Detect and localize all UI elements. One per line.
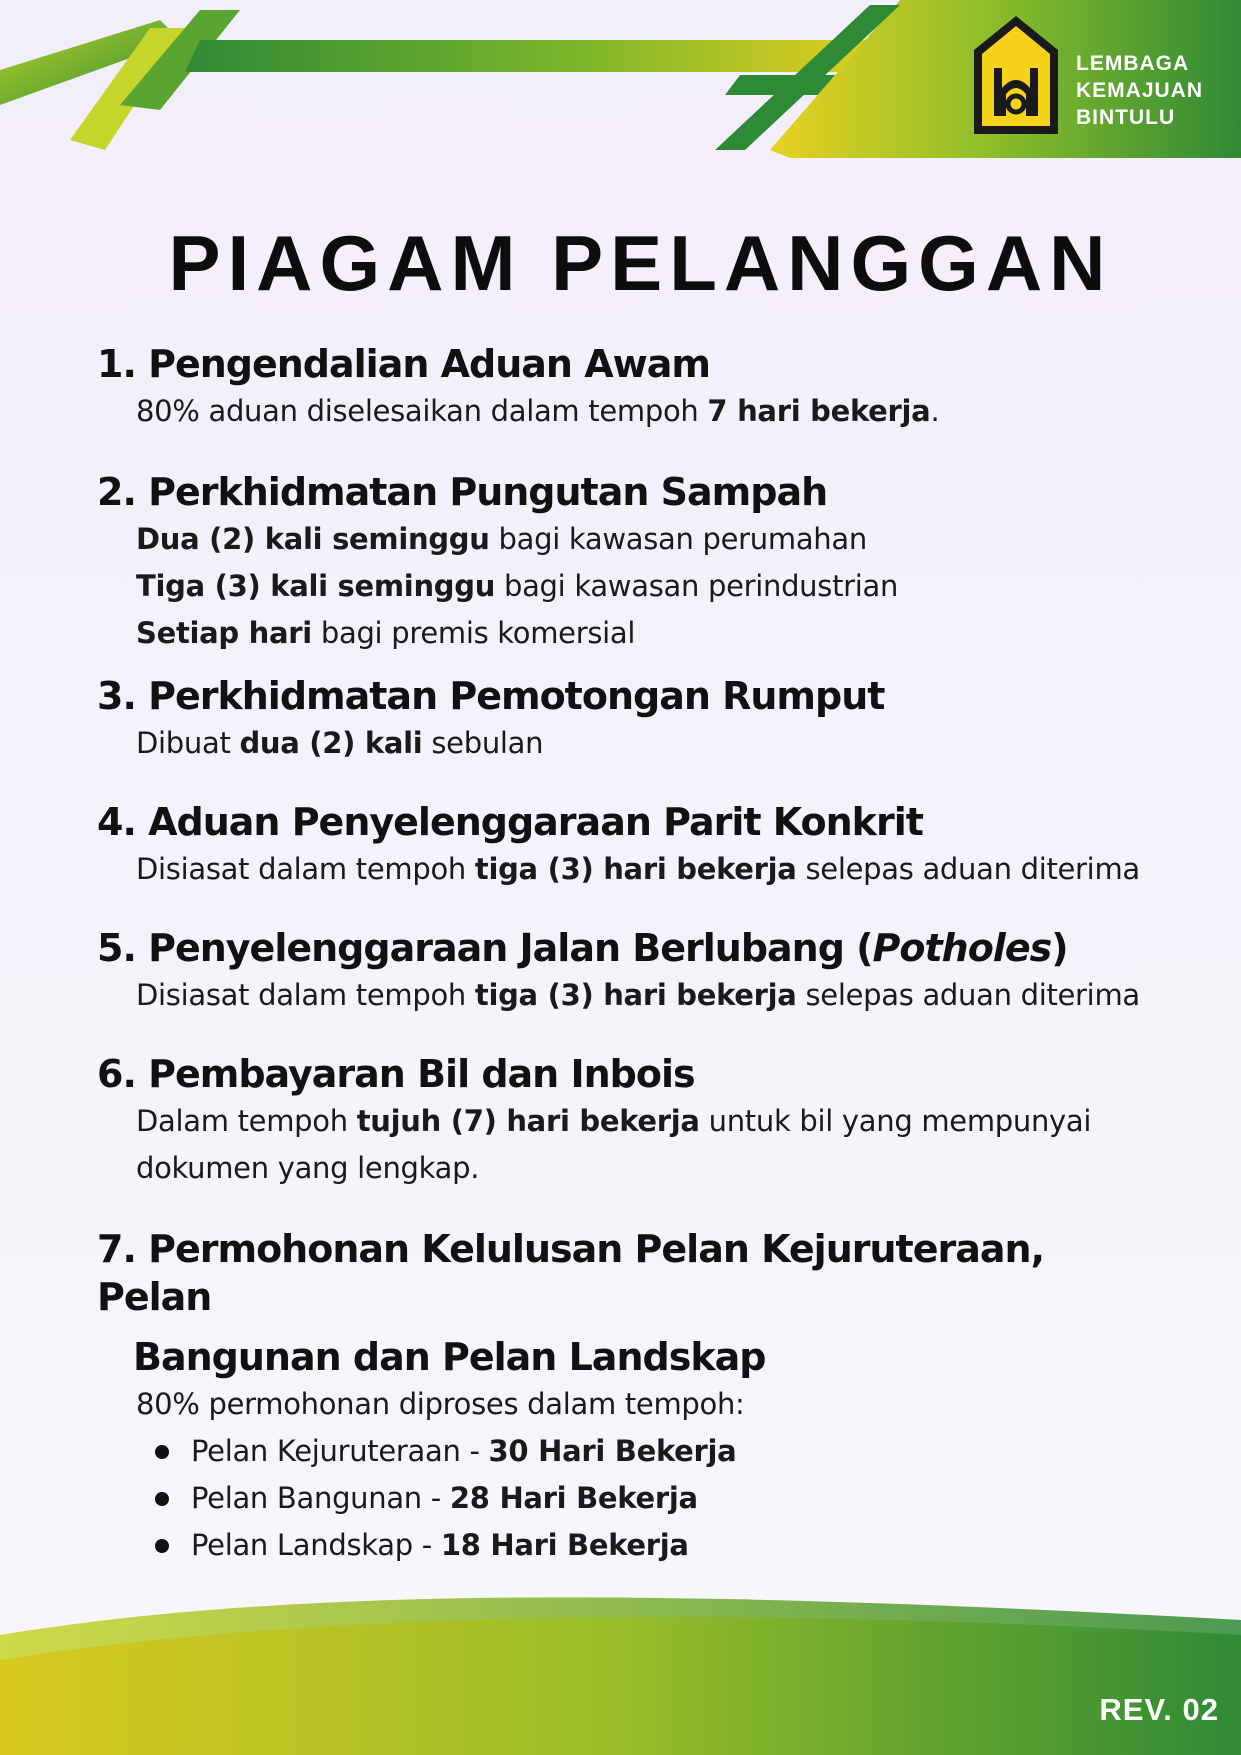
brand-line: BINTULU (1076, 106, 1176, 129)
charter-item (97, 340, 1167, 435)
item-title: 2. Perkhidmatan Pungutan Sampah (97, 470, 828, 514)
brand-name (1076, 50, 1203, 131)
charter-item (97, 798, 1167, 893)
item-line: Dibuat dua (2) kali sebulan (136, 726, 544, 760)
item-title: 5. Penyelenggaraan Jalan Berlubang (Potholes) (97, 926, 1068, 970)
brand-line: LEMBAGA (1076, 52, 1190, 75)
charter-item (97, 924, 1167, 1019)
footer-wave (0, 1580, 1241, 1755)
item-line: Dalam tempoh tujuh (7) hari bekerja untuk bil yang mempunyai (136, 1104, 1092, 1138)
item-title: 1. Pengendalian Aduan Awam (97, 342, 710, 386)
charter-item (97, 672, 1167, 767)
item-line: Tiga (3) kali seminggu bagi kawasan perindustrian (136, 569, 899, 603)
bullet-icon (155, 1539, 169, 1553)
item-title: 4. Aduan Penyelenggaraan Parit Konkrit (97, 800, 923, 844)
bullet-icon (155, 1492, 169, 1506)
charter-item (97, 1225, 1167, 1569)
item-line: 80% aduan diselesaikan dalam tempoh 7 hari bekerja. (136, 394, 940, 428)
logo (970, 10, 1220, 140)
item-line: 80% permohonan diproses dalam tempoh: (136, 1387, 745, 1421)
list-item: Pelan Landskap - 18 Hari Bekerja (155, 1522, 1167, 1569)
item-line: Dua (2) kali seminggu bagi kawasan perumahan (136, 522, 867, 556)
bullet-icon (155, 1445, 169, 1459)
list-item: Pelan Bangunan - 28 Hari Bekerja (155, 1475, 1167, 1522)
item-line: Disiasat dalam tempoh tiga (3) hari bekerja selepas aduan diterima (136, 978, 1140, 1012)
bullet-list (97, 1428, 1167, 1569)
item-line: dokumen yang lengkap. (136, 1151, 480, 1185)
item-title: 7. Permohonan Kelulusan Pelan Kejuruteraan, Pelan Bangunan dan Pelan Landskap (97, 1227, 1045, 1379)
revision-label: REV. 02 (1099, 1692, 1219, 1727)
charter-item (97, 1050, 1167, 1192)
item-title: 6. Pembayaran Bil dan Inbois (97, 1052, 695, 1096)
item-line: Setiap hari bagi premis komersial (136, 616, 636, 650)
item-title: 3. Perkhidmatan Pemotongan Rumput (97, 674, 885, 718)
list-item: Pelan Kejuruteraan - 30 Hari Bekerja (155, 1428, 1167, 1475)
brand-line: KEMAJUAN (1076, 79, 1204, 102)
item-line: Disiasat dalam tempoh tiga (3) hari bekerja selepas aduan diterima (136, 852, 1140, 886)
charter-list (97, 340, 1167, 1569)
lkb-emblem-icon (970, 12, 1062, 138)
page-title: PIAGAM PELANGGAN (168, 219, 1113, 307)
charter-item (97, 468, 1167, 657)
